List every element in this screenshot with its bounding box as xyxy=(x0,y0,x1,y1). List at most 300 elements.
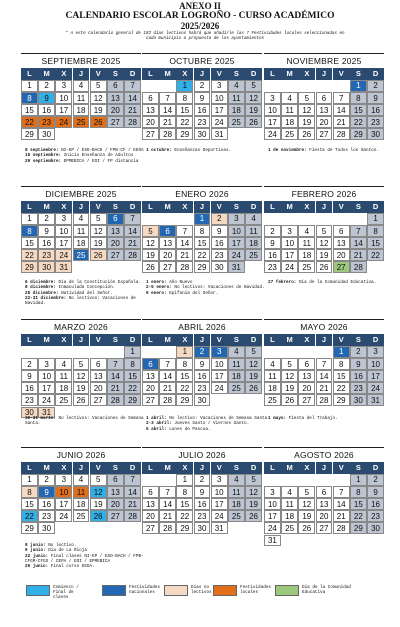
day-cell: 5 xyxy=(90,474,107,486)
weekday-header: J xyxy=(73,201,90,213)
note-date: 6 enero: xyxy=(146,290,167,296)
legend-swatch xyxy=(164,585,188,596)
day-cell: 30 xyxy=(38,128,55,140)
empty-cell xyxy=(333,213,350,225)
month-days-grid xyxy=(142,68,262,140)
day-cell: 9 xyxy=(367,486,384,498)
day-cell: 31 xyxy=(211,128,228,140)
note-text: NI-EP / ESO-BACH / FPB-CF / EEOA xyxy=(58,148,144,153)
day-cell: 24 xyxy=(264,522,281,534)
day-cell: 4 xyxy=(55,358,72,370)
day-cell: 18 xyxy=(245,237,262,249)
day-cell: 23 xyxy=(367,510,384,522)
day-cell: 24 xyxy=(281,261,298,273)
month-notes xyxy=(268,416,396,421)
note-date: 25 diciembre: xyxy=(25,290,59,296)
day-cell: 10 xyxy=(55,92,72,104)
day-cell: 3 xyxy=(281,225,298,237)
day-cell: 31 xyxy=(367,394,384,406)
day-cell: 1 xyxy=(176,80,193,92)
day-cell: 13 xyxy=(316,104,333,116)
day-cell: 13 xyxy=(159,237,176,249)
empty-cell xyxy=(159,474,176,486)
empty-cell xyxy=(142,213,159,225)
day-cell: 4 xyxy=(281,486,298,498)
weekday-header: D xyxy=(367,334,384,346)
day-cell: 2 xyxy=(264,225,281,237)
weekday-header: X xyxy=(55,334,72,346)
note-line xyxy=(146,148,274,153)
legend-swatch xyxy=(275,585,299,596)
day-cell: 8 xyxy=(176,486,193,498)
day-cell: 7 xyxy=(159,358,176,370)
weekday-header: S xyxy=(107,334,124,346)
weekday-header: L xyxy=(142,334,159,346)
weekday-header: D xyxy=(245,68,262,80)
day-cell: 4 xyxy=(73,213,90,225)
day-cell: 14 xyxy=(176,237,193,249)
day-cell: 11 xyxy=(281,104,298,116)
empty-cell xyxy=(333,80,350,92)
weekday-header: D xyxy=(367,462,384,474)
day-cell: 18 xyxy=(73,104,90,116)
day-cell: 18 xyxy=(228,498,245,510)
weekday-header: L xyxy=(142,462,159,474)
day-cell: 25 xyxy=(228,116,245,128)
day-cell: 27 xyxy=(333,261,350,273)
weekday-header: M xyxy=(281,462,298,474)
day-cell: 13 xyxy=(333,237,350,249)
month-calendar xyxy=(142,186,262,273)
day-cell: 11 xyxy=(281,498,298,510)
month-title: DICIEMBRE 2025 xyxy=(21,186,141,201)
month-title: ENERO 2026 xyxy=(142,186,262,201)
day-cell: 20 xyxy=(316,510,333,522)
day-cell: 3 xyxy=(228,213,245,225)
day-cell: 19 xyxy=(298,510,315,522)
day-cell: 23 xyxy=(211,249,228,261)
day-cell: 29 xyxy=(350,128,367,140)
weekday-header: D xyxy=(124,68,141,80)
weekday-header: X xyxy=(176,462,193,474)
day-cell: 21 xyxy=(159,116,176,128)
day-cell: 8 xyxy=(350,486,367,498)
note-date: 26 junio: xyxy=(25,564,49,570)
day-cell: 7 xyxy=(176,225,193,237)
empty-cell xyxy=(316,213,333,225)
day-cell: 30 xyxy=(194,394,211,406)
day-cell: 3 xyxy=(264,486,281,498)
day-cell: 19 xyxy=(245,498,262,510)
day-cell: 12 xyxy=(245,486,262,498)
day-cell: 29 xyxy=(176,128,193,140)
weekday-header: J xyxy=(316,68,333,80)
note-date: 1 enero: xyxy=(146,280,167,285)
day-cell: 30 xyxy=(211,261,228,273)
day-cell: 8 xyxy=(176,358,193,370)
month-title: MARZO 2026 xyxy=(21,319,141,334)
day-cell: 29 xyxy=(333,394,350,406)
day-cell: 31 xyxy=(228,261,245,273)
day-cell: 14 xyxy=(333,498,350,510)
day-cell: 12 xyxy=(73,370,90,382)
day-cell: 11 xyxy=(228,486,245,498)
day-cell: 29 xyxy=(176,394,193,406)
day-cell: 7 xyxy=(107,358,124,370)
day-cell: 30 xyxy=(38,522,55,534)
day-cell: 6 xyxy=(107,213,124,225)
day-cell: 13 xyxy=(142,498,159,510)
day-cell: 29 xyxy=(124,394,141,406)
weekday-header: M xyxy=(38,68,55,80)
month-title: MAYO 2026 xyxy=(264,319,384,334)
month-calendar xyxy=(21,319,141,418)
day-cell: 16 xyxy=(38,104,55,116)
weekday-header: J xyxy=(316,462,333,474)
day-cell: 28 xyxy=(124,116,141,128)
month-days-grid xyxy=(264,462,384,546)
empty-cell xyxy=(298,80,315,92)
day-cell: 19 xyxy=(90,104,107,116)
day-cell: 18 xyxy=(281,510,298,522)
weekday-header: L xyxy=(21,462,38,474)
day-cell: 2 xyxy=(194,474,211,486)
day-cell: 23 xyxy=(350,382,367,394)
day-cell: 21 xyxy=(333,116,350,128)
weekday-header: V xyxy=(333,462,350,474)
empty-cell xyxy=(316,346,333,358)
day-cell: 16 xyxy=(194,370,211,382)
day-cell: 24 xyxy=(55,249,72,261)
day-cell: 22 xyxy=(176,116,193,128)
note-date: 1 abril: xyxy=(146,416,167,421)
day-cell: 28 xyxy=(159,522,176,534)
month-title: JULIO 2026 xyxy=(142,447,262,462)
weekday-header: V xyxy=(333,334,350,346)
weekday-header: J xyxy=(194,201,211,213)
weekday-header: J xyxy=(194,68,211,80)
empty-cell xyxy=(264,474,281,486)
day-cell: 5 xyxy=(73,358,90,370)
day-cell: 20 xyxy=(316,116,333,128)
day-cell: 18 xyxy=(298,249,315,261)
note-text: Día de La Rioja xyxy=(45,548,87,554)
month-calendar xyxy=(264,319,384,406)
day-cell: 6 xyxy=(298,358,315,370)
day-cell: 30 xyxy=(194,522,211,534)
day-cell: 14 xyxy=(124,486,141,498)
day-cell: 27 xyxy=(142,394,159,406)
day-cell: 16 xyxy=(350,370,367,382)
day-cell: 26 xyxy=(73,394,90,406)
day-cell: 19 xyxy=(142,249,159,261)
empty-cell xyxy=(38,346,55,358)
day-cell: 8 xyxy=(21,92,38,104)
day-cell: 24 xyxy=(367,382,384,394)
day-cell: 15 xyxy=(176,370,193,382)
day-cell: 27 xyxy=(90,394,107,406)
day-cell: 15 xyxy=(176,104,193,116)
day-cell: 21 xyxy=(124,237,141,249)
day-cell: 31 xyxy=(211,522,228,534)
month-notes xyxy=(268,148,396,153)
day-cell: 30 xyxy=(367,522,384,534)
day-cell: 9 xyxy=(367,92,384,104)
day-cell: 6 xyxy=(159,225,176,237)
day-cell: 8 xyxy=(176,92,193,104)
month-days-grid xyxy=(142,201,262,273)
day-cell: 26 xyxy=(245,382,262,394)
day-cell: 31 xyxy=(55,261,72,273)
day-cell: 27 xyxy=(142,522,159,534)
day-cell: 24 xyxy=(211,382,228,394)
weekday-header: M xyxy=(281,334,298,346)
note-text: Inmaculada Concepción. xyxy=(55,285,116,291)
note-text: Fiesta de Todos los Santos. xyxy=(306,148,379,153)
note-date: 30-31 marzo: xyxy=(25,416,56,421)
day-cell: 27 xyxy=(316,522,333,534)
month-calendar xyxy=(21,186,141,273)
day-cell: 14 xyxy=(124,225,141,237)
day-cell: 6 xyxy=(142,358,159,370)
month-calendar xyxy=(142,447,262,534)
weekday-header: S xyxy=(350,462,367,474)
note-text: Fiesta del Trabajo. xyxy=(286,416,338,421)
day-cell: 27 xyxy=(142,128,159,140)
month-notes xyxy=(146,416,274,432)
weekday-header: V xyxy=(211,462,228,474)
day-cell: 10 xyxy=(55,225,72,237)
weekday-header: D xyxy=(367,201,384,213)
day-cell: 28 xyxy=(333,128,350,140)
day-cell: 16 xyxy=(211,237,228,249)
weekday-header: D xyxy=(245,334,262,346)
day-cell: 13 xyxy=(142,370,159,382)
empty-cell xyxy=(176,213,193,225)
day-cell: 25 xyxy=(73,510,90,522)
day-cell: 15 xyxy=(21,237,38,249)
day-cell: 10 xyxy=(264,498,281,510)
day-cell: 8 xyxy=(367,225,384,237)
month-title: AGOSTO 2026 xyxy=(264,447,384,462)
day-cell: 12 xyxy=(316,237,333,249)
weekday-header: X xyxy=(298,201,315,213)
weekday-header: J xyxy=(194,462,211,474)
empty-cell xyxy=(159,346,176,358)
weekday-header: X xyxy=(176,334,193,346)
day-cell: 10 xyxy=(367,358,384,370)
day-cell: 1 xyxy=(176,346,193,358)
day-cell: 29 xyxy=(21,261,38,273)
note-text: No lectivos: Vacaciones de Navidad. xyxy=(25,295,136,307)
note-date: 6 diciembre: xyxy=(25,280,56,285)
day-cell: 14 xyxy=(159,370,176,382)
day-cell: 1 xyxy=(21,80,38,92)
weekday-header: J xyxy=(316,201,333,213)
weekday-header: J xyxy=(73,462,90,474)
day-cell: 19 xyxy=(90,498,107,510)
note-line xyxy=(146,427,274,432)
note-date: 8 septiembre: xyxy=(25,148,59,153)
day-cell: 2 xyxy=(211,213,228,225)
day-cell: 3 xyxy=(264,92,281,104)
day-cell: 20 xyxy=(159,249,176,261)
day-cell: 1 xyxy=(350,474,367,486)
day-cell: 6 xyxy=(142,92,159,104)
day-cell: 7 xyxy=(159,92,176,104)
day-cell: 17 xyxy=(55,237,72,249)
weekday-header: V xyxy=(90,334,107,346)
day-cell: 29 xyxy=(350,522,367,534)
note-date: 2-5 enero: xyxy=(146,285,172,291)
day-cell: 26 xyxy=(90,510,107,522)
day-cell: 16 xyxy=(38,498,55,510)
legend-label: Festividades nacionales xyxy=(129,585,160,595)
empty-cell xyxy=(281,474,298,486)
day-cell: 21 xyxy=(333,510,350,522)
day-cell: 10 xyxy=(211,486,228,498)
day-cell: 13 xyxy=(107,486,124,498)
day-cell: 20 xyxy=(142,382,159,394)
day-cell: 13 xyxy=(316,498,333,510)
day-cell: 29 xyxy=(21,522,38,534)
day-cell: 3 xyxy=(38,358,55,370)
empty-cell xyxy=(298,213,315,225)
day-cell: 26 xyxy=(245,116,262,128)
note-line xyxy=(25,416,153,427)
month-days-grid xyxy=(264,201,384,273)
day-cell: 6 xyxy=(90,358,107,370)
weekday-header: X xyxy=(176,68,193,80)
day-cell: 15 xyxy=(333,370,350,382)
legend-item-local xyxy=(213,585,274,596)
day-cell: 24 xyxy=(55,510,72,522)
note-line xyxy=(25,554,153,565)
note-line xyxy=(25,296,153,307)
day-cell: 26 xyxy=(90,249,107,261)
day-cell: 5 xyxy=(90,80,107,92)
day-cell: 15 xyxy=(350,104,367,116)
day-cell: 3 xyxy=(55,474,72,486)
weekday-header: V xyxy=(211,334,228,346)
empty-cell xyxy=(73,346,90,358)
day-cell: 25 xyxy=(73,116,90,128)
day-cell: 18 xyxy=(228,370,245,382)
day-cell: 17 xyxy=(281,249,298,261)
weekday-header: M xyxy=(281,68,298,80)
day-cell: 6 xyxy=(316,92,333,104)
day-cell: 12 xyxy=(281,370,298,382)
day-cell: 1 xyxy=(21,474,38,486)
day-cell: 27 xyxy=(107,116,124,128)
day-cell: 16 xyxy=(367,104,384,116)
empty-cell xyxy=(281,80,298,92)
note-text: Año Nuevo xyxy=(166,280,193,285)
day-cell: 23 xyxy=(38,249,55,261)
day-cell: 7 xyxy=(333,92,350,104)
day-cell: 25 xyxy=(281,128,298,140)
day-cell: 19 xyxy=(73,382,90,394)
day-cell: 20 xyxy=(107,237,124,249)
day-cell: 17 xyxy=(55,104,72,116)
weekday-header: L xyxy=(142,201,159,213)
empty-cell xyxy=(264,80,281,92)
day-cell: 6 xyxy=(316,486,333,498)
day-cell: 23 xyxy=(38,116,55,128)
day-cell: 4 xyxy=(245,213,262,225)
note-date: 1 de noviembre: xyxy=(268,148,307,153)
day-cell: 21 xyxy=(124,104,141,116)
empty-cell xyxy=(55,346,72,358)
day-cell: 6 xyxy=(333,225,350,237)
month-title: ABRIL 2026 xyxy=(142,319,262,334)
day-cell: 22 xyxy=(333,382,350,394)
day-cell: 29 xyxy=(194,261,211,273)
month-notes xyxy=(25,280,153,306)
day-cell: 6 xyxy=(142,486,159,498)
day-cell: 26 xyxy=(142,261,159,273)
day-cell: 16 xyxy=(21,382,38,394)
weekday-header: X xyxy=(55,68,72,80)
day-cell: 13 xyxy=(90,370,107,382)
day-cell: 14 xyxy=(350,237,367,249)
day-cell: 4 xyxy=(228,80,245,92)
weekday-header: S xyxy=(228,462,245,474)
day-cell: 7 xyxy=(124,474,141,486)
empty-cell xyxy=(21,346,38,358)
day-cell: 27 xyxy=(107,249,124,261)
month-days-grid xyxy=(21,334,141,418)
day-cell: 8 xyxy=(350,92,367,104)
day-cell: 9 xyxy=(38,92,55,104)
academic-year: 2025/2026 xyxy=(180,21,220,31)
day-cell: 12 xyxy=(142,237,159,249)
day-cell: 1 xyxy=(333,346,350,358)
note-line xyxy=(268,416,396,421)
day-cell: 20 xyxy=(107,498,124,510)
day-cell: 23 xyxy=(367,116,384,128)
day-cell: 28 xyxy=(124,249,141,261)
day-cell: 5 xyxy=(298,486,315,498)
day-cell: 2 xyxy=(367,80,384,92)
day-cell: 22 xyxy=(176,382,193,394)
note-date: 27 febrero: xyxy=(268,280,297,285)
day-cell: 30 xyxy=(21,407,38,419)
day-cell: 24 xyxy=(228,249,245,261)
note-date: 2-3 abril: xyxy=(146,421,172,427)
day-cell: 26 xyxy=(245,510,262,522)
day-cell: 7 xyxy=(350,225,367,237)
day-cell: 22 xyxy=(21,249,38,261)
note-line xyxy=(268,280,396,285)
note-date: 6 abril: xyxy=(146,426,167,432)
day-cell: 26 xyxy=(90,116,107,128)
day-cell: 13 xyxy=(298,370,315,382)
day-cell: 20 xyxy=(298,382,315,394)
day-cell: 24 xyxy=(264,128,281,140)
legend-item-festividad xyxy=(102,585,163,596)
note-date: 29 septiembre: xyxy=(25,158,62,164)
day-cell: 17 xyxy=(211,104,228,116)
weekday-header: S xyxy=(228,68,245,80)
day-cell: 28 xyxy=(333,522,350,534)
day-cell: 25 xyxy=(245,249,262,261)
day-cell: 3 xyxy=(55,213,72,225)
day-cell: 15 xyxy=(367,237,384,249)
day-cell: 6 xyxy=(107,474,124,486)
day-cell: 23 xyxy=(264,261,281,273)
day-cell: 25 xyxy=(281,522,298,534)
